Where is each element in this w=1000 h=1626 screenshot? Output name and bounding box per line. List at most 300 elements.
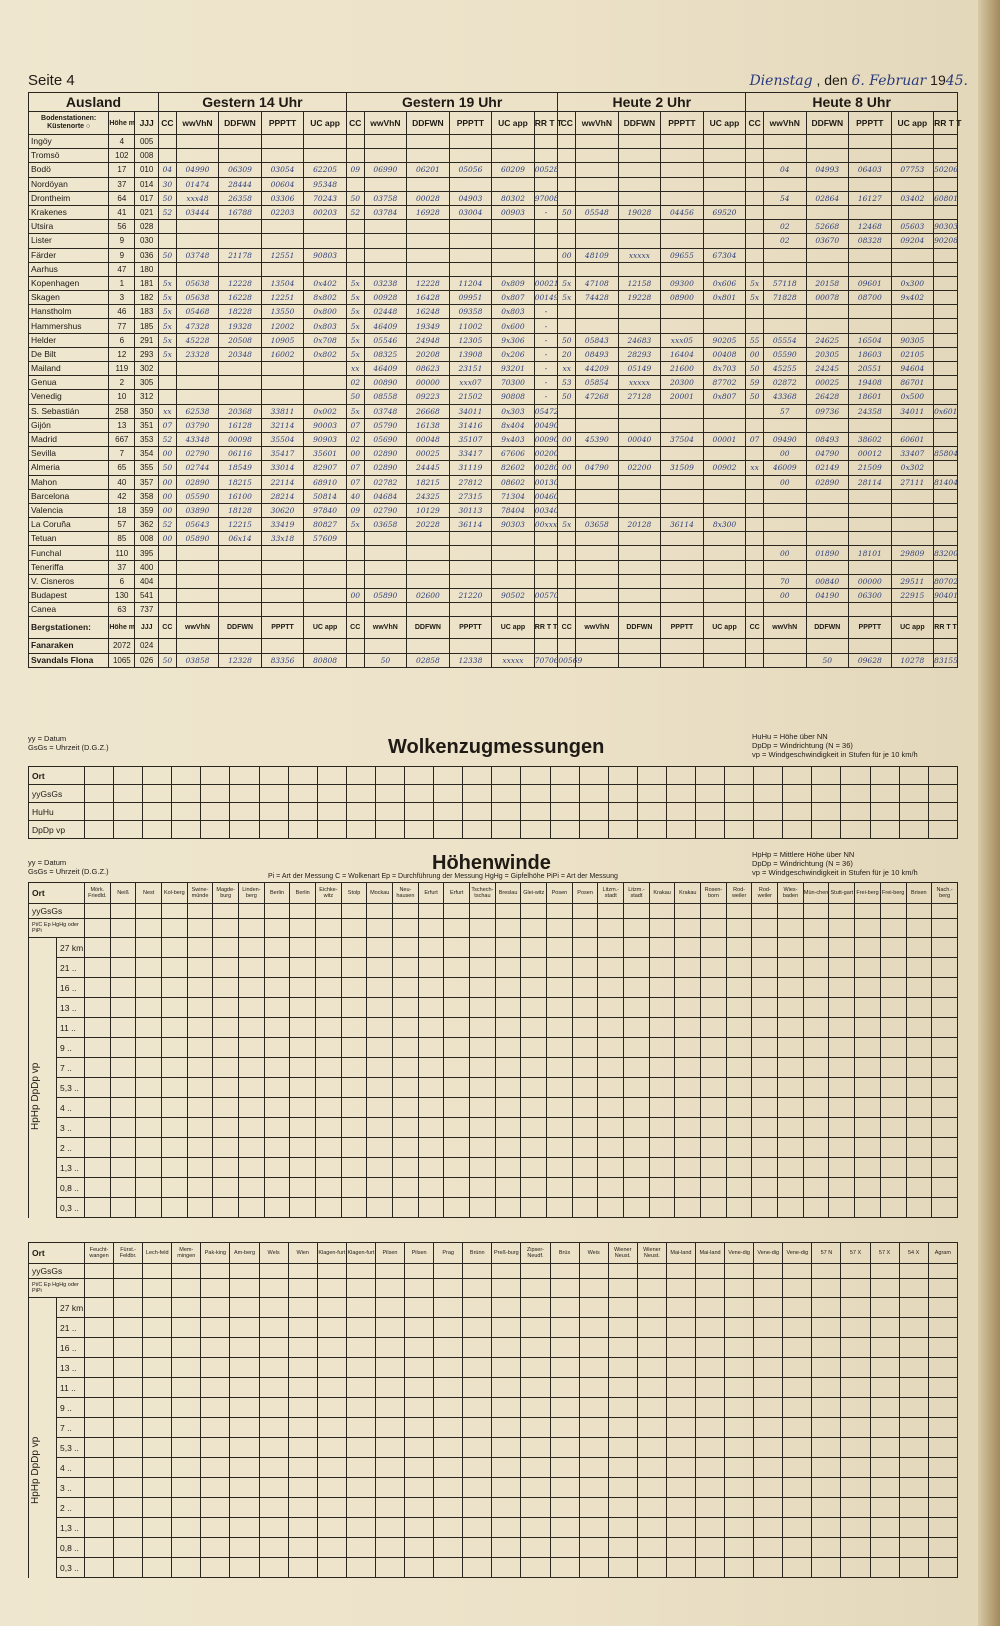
hw-cell (547, 904, 573, 919)
obs-value: xx (746, 461, 764, 475)
obs-value: 0x803 (304, 319, 347, 333)
hw-cell (259, 1458, 288, 1478)
hw-height-row (29, 1198, 958, 1218)
obs-value: 20001 (661, 390, 704, 404)
obs-value: 29809 (891, 546, 934, 560)
obs-value (261, 135, 304, 149)
station-row (29, 291, 958, 305)
hw-cell (928, 1318, 957, 1338)
obs-value: 03890 (176, 503, 219, 517)
hoehen-axis-label-2: HpHp DpDp vp (30, 1436, 41, 1504)
obs-value (763, 489, 806, 503)
station-jjj: 017 (135, 191, 159, 205)
station-jjj: 302 (135, 362, 159, 376)
hw-cell (317, 1378, 346, 1398)
hw-cell (666, 1458, 695, 1478)
obs-value: 19349 (407, 319, 450, 333)
hw-cell (598, 1038, 624, 1058)
hw-height-label: 2 .. (57, 1138, 85, 1158)
hw-cell (649, 1158, 675, 1178)
hw-cell (624, 1158, 650, 1178)
obs-value (763, 205, 806, 219)
obs-value: 90003 (304, 418, 347, 432)
obs-value (219, 135, 262, 149)
obs-value: 03784 (364, 205, 407, 219)
hw-cell (264, 1178, 290, 1198)
obs-value (158, 603, 176, 617)
obs-value: 90205 (703, 333, 746, 347)
hw-cell (752, 1018, 778, 1038)
station-row (29, 560, 958, 574)
hw-cell (906, 1118, 932, 1138)
hw-cell (470, 1038, 496, 1058)
hw-cell (579, 1498, 608, 1518)
wolken-cell (695, 767, 724, 785)
hw-height-label: 0,8 .. (57, 1538, 85, 1558)
hw-cell (463, 1338, 492, 1358)
hw-cell (346, 1318, 375, 1338)
obs-value: 35504 (261, 432, 304, 446)
obs-value (703, 404, 746, 418)
obs-value (661, 589, 704, 603)
station-row (29, 432, 958, 446)
obs-value: 47328 (176, 319, 219, 333)
hw-cell (783, 1538, 812, 1558)
wolken-row (29, 767, 958, 785)
hw-height-row (29, 1558, 958, 1578)
hw-cell (492, 1478, 521, 1498)
station-row (29, 347, 958, 361)
wolken-cell (841, 767, 870, 785)
hw-place: 54 X (899, 1243, 928, 1264)
hw-cell (213, 1178, 239, 1198)
obs-value (763, 149, 806, 163)
obs-value (618, 603, 661, 617)
station-height: 9 (109, 234, 135, 248)
obs-value (849, 319, 892, 333)
hw-cell (259, 1279, 288, 1298)
hw-cell (675, 1198, 701, 1218)
obs-value: 20551 (849, 362, 892, 376)
obs-value (176, 546, 219, 560)
hw-cell (521, 1178, 547, 1198)
berg-jjj: JJJ (135, 617, 159, 639)
hw-cell (695, 1318, 724, 1338)
hw-cell (136, 1038, 162, 1058)
obs-value (558, 503, 576, 517)
hw-cell (317, 1458, 346, 1478)
obs-value: 02105 (891, 347, 934, 361)
hw-cell (550, 1298, 579, 1318)
hw-height-row (29, 1178, 958, 1198)
obs-value (346, 149, 364, 163)
hw-cell (393, 1098, 419, 1118)
obs-value: 90303 (492, 518, 535, 532)
hw-cell (405, 1318, 434, 1338)
hw-cell (899, 1279, 928, 1298)
hw-place: Brünn (463, 1243, 492, 1264)
wolken-cell (259, 821, 288, 839)
obs-value (891, 503, 934, 517)
hw-cell (726, 1178, 752, 1198)
hw-cell (85, 1178, 111, 1198)
obs-value: 00460 (534, 489, 558, 503)
hw-yy-label: yyGsGs (29, 904, 85, 919)
obs-value (346, 603, 364, 617)
obs-value (261, 560, 304, 574)
obs-value: 0x606 (703, 276, 746, 290)
hw-cell (85, 1538, 114, 1558)
hw-cell (841, 1558, 870, 1578)
hw-cell (375, 1279, 404, 1298)
hw-cell (624, 1118, 650, 1138)
berg-col-header: UC app (891, 617, 934, 639)
hw-cell (264, 1038, 290, 1058)
hw-cell (162, 978, 188, 998)
hw-cell (829, 1178, 855, 1198)
obs-value: 28214 (261, 489, 304, 503)
station-height: 119 (109, 362, 135, 376)
hw-cell (162, 1018, 188, 1038)
hw-place: Krakau (649, 883, 675, 904)
obs-value: 5x (746, 291, 764, 305)
hw-cell (444, 1078, 470, 1098)
hw-cell (230, 1558, 259, 1578)
obs-value (534, 574, 558, 588)
obs-value (806, 418, 849, 432)
hw-cell (316, 978, 342, 998)
obs-value: 34011 (891, 404, 934, 418)
hw-cell (367, 978, 393, 998)
obs-value (618, 560, 661, 574)
station-row (29, 234, 958, 248)
station-row (29, 333, 958, 347)
hw-cell (114, 1338, 143, 1358)
wolken-legend-left: yy = Datum GsGs = Uhrzeit (D.G.Z.) (28, 734, 109, 752)
hw-cell (579, 1378, 608, 1398)
obs-value (449, 234, 492, 248)
obs-value (891, 135, 934, 149)
hw-cell (444, 998, 470, 1018)
hw-cell (752, 919, 778, 938)
obs-value: 16228 (219, 291, 262, 305)
hw-cell (841, 1398, 870, 1418)
wolken-cell (201, 821, 230, 839)
obs-value: 05690 (364, 432, 407, 446)
wolken-cell (201, 803, 230, 821)
obs-value (746, 305, 764, 319)
hw-cell (870, 1518, 899, 1538)
hw-cell (579, 1518, 608, 1538)
obs-value: - (534, 319, 558, 333)
station-height: 2 (109, 376, 135, 390)
hw-cell (259, 1558, 288, 1578)
hw-cell (288, 1264, 317, 1279)
hw-cell (675, 1118, 701, 1138)
hw-cell (213, 1098, 239, 1118)
station-height: 130 (109, 589, 135, 603)
station-jjj: 737 (135, 603, 159, 617)
obs-value: 12158 (618, 276, 661, 290)
hw-cell (213, 978, 239, 998)
obs-value (618, 163, 661, 177)
wolken-cell (434, 767, 463, 785)
obs-value (407, 546, 450, 560)
obs-value (558, 546, 576, 560)
obs-value (576, 489, 619, 503)
obs-value: 20368 (219, 404, 262, 418)
hw-cell (187, 904, 213, 919)
hw-cell (110, 938, 136, 958)
wolken-cell (375, 785, 404, 803)
hw-cell (230, 1498, 259, 1518)
station-jjj: 355 (135, 461, 159, 475)
hw-cell (598, 919, 624, 938)
hw-cell (405, 1438, 434, 1458)
wolken-cell (317, 803, 346, 821)
hw-cell (928, 1378, 957, 1398)
hw-cell (598, 958, 624, 978)
hw-cell (725, 1418, 754, 1438)
hw-cell (463, 1458, 492, 1478)
station-row (29, 177, 958, 191)
year-value: 45. (945, 73, 968, 89)
hw-cell (264, 1118, 290, 1138)
hw-cell (521, 1279, 550, 1298)
obs-value (304, 149, 347, 163)
hw-cell (579, 1298, 608, 1318)
hw-cell (259, 1298, 288, 1318)
hw-cell (906, 1138, 932, 1158)
wolken-cell (521, 785, 550, 803)
hw-cell (932, 1038, 958, 1058)
hw-cell (928, 1518, 957, 1538)
hw-cell (85, 904, 111, 919)
station-name: Funchal (29, 546, 109, 560)
obs-value: 16404 (661, 347, 704, 361)
hw-cell (550, 1478, 579, 1498)
station-row (29, 546, 958, 560)
obs-value: 67606 (492, 447, 535, 461)
hw-cell (725, 1298, 754, 1318)
obs-value (304, 362, 347, 376)
station-row (29, 475, 958, 489)
wolken-cell (521, 821, 550, 839)
obs-value (806, 489, 849, 503)
hw-cell (783, 1338, 812, 1358)
obs-value: 50 (746, 362, 764, 376)
obs-value: 9x403 (492, 432, 535, 446)
hw-cell (812, 1279, 841, 1298)
hw-cell (288, 1298, 317, 1318)
obs-value (806, 518, 849, 532)
obs-value (576, 404, 619, 418)
hw-cell (521, 1438, 550, 1458)
obs-value (558, 418, 576, 432)
obs-value (576, 149, 619, 163)
obs-value (661, 475, 704, 489)
hw-cell (701, 958, 727, 978)
hw-cell (434, 1518, 463, 1538)
hw-cell (598, 1078, 624, 1098)
hw-cell (375, 1498, 404, 1518)
hw-cell (803, 1078, 829, 1098)
hw-cell (316, 1178, 342, 1198)
hw-place: Kol-berg (162, 883, 188, 904)
hw-axis-cell (29, 1158, 57, 1178)
obs-value: 30620 (261, 503, 304, 517)
hw-cell (172, 1438, 201, 1458)
obs-value: 5x (158, 291, 176, 305)
wolken-cell (754, 803, 783, 821)
hw-cell (649, 958, 675, 978)
hw-cell (547, 1078, 573, 1098)
obs-value: 94604 (891, 362, 934, 376)
obs-value: 02890 (364, 447, 407, 461)
hw-height-row (29, 1298, 958, 1318)
obs-value: 18128 (219, 503, 262, 517)
hw-cell (752, 958, 778, 978)
obs-value (806, 135, 849, 149)
hw-cell (317, 1338, 346, 1358)
obs-value (576, 603, 619, 617)
hw-cell (829, 919, 855, 938)
station-height: 12 (109, 347, 135, 361)
hw-cell (701, 1158, 727, 1178)
wolken-row (29, 821, 958, 839)
obs-value: 16128 (219, 418, 262, 432)
station-height: 64 (109, 191, 135, 205)
hw-cell (550, 1279, 579, 1298)
obs-value (304, 390, 347, 404)
obs-value (618, 305, 661, 319)
wolken-cell (725, 767, 754, 785)
hw-cell (695, 1279, 724, 1298)
hw-cell (85, 938, 111, 958)
hw-cell (187, 1198, 213, 1218)
obs-value: 48109 (576, 248, 619, 262)
obs-value: 21600 (661, 362, 704, 376)
obs-value (763, 319, 806, 333)
hw-cell (201, 1458, 230, 1478)
hw-cell (579, 1558, 608, 1578)
hw-axis-cell (29, 1178, 57, 1198)
obs-value: 02782 (364, 475, 407, 489)
hw-cell (803, 1058, 829, 1078)
hw-cell (752, 1198, 778, 1218)
hw-cell (187, 978, 213, 998)
wolken-cell (550, 821, 579, 839)
station-height: 2072 (109, 639, 135, 653)
obs-value (618, 319, 661, 333)
hw-cell (136, 919, 162, 938)
hw-cell (346, 1418, 375, 1438)
hw-cell (288, 1518, 317, 1538)
obs-value: 00025 (407, 447, 450, 461)
hw-cell (463, 1279, 492, 1298)
wolken-cell (85, 767, 114, 785)
hw-cell (405, 1264, 434, 1279)
hw-cell (521, 998, 547, 1018)
hw-cell (701, 1038, 727, 1058)
obs-value: 33811 (261, 404, 304, 418)
hw-cell (470, 1178, 496, 1198)
hw-cell (492, 1558, 521, 1578)
obs-value: 03748 (176, 248, 219, 262)
obs-value: - (534, 390, 558, 404)
hw-cell (579, 1418, 608, 1438)
hw-cell (675, 978, 701, 998)
station-jjj: 400 (135, 560, 159, 574)
station-row (29, 404, 958, 418)
hw-cell (521, 1038, 547, 1058)
obs-value (891, 248, 934, 262)
station-height: 667 (109, 432, 135, 446)
hw-cell (932, 998, 958, 1018)
date-line (749, 72, 968, 89)
hw-place: Brüx (550, 1243, 579, 1264)
obs-value (364, 248, 407, 262)
obs-value (703, 177, 746, 191)
obs-value: 05890 (176, 532, 219, 546)
hw-cell (666, 1438, 695, 1458)
station-name: Bodö (29, 163, 109, 177)
obs-value (364, 532, 407, 546)
hw-cell (550, 1264, 579, 1279)
hw-cell (85, 1198, 111, 1218)
hw-height-row (29, 938, 958, 958)
hw-cell (855, 1178, 881, 1198)
hw-cell (550, 1458, 579, 1478)
hw-cell (470, 904, 496, 919)
station-col-header: Bodenstationen: Küstenorte ○ (29, 112, 109, 135)
hw-cell (143, 1398, 172, 1418)
hw-cell (346, 1298, 375, 1318)
obs-value: 5x (346, 333, 364, 347)
hw-axis-cell (29, 1038, 57, 1058)
obs-value: 05638 (176, 291, 219, 305)
hw-cell (675, 1158, 701, 1178)
wolken-cell (783, 803, 812, 821)
wolken-cell (230, 821, 259, 839)
obs-value: 52 (346, 205, 364, 219)
hw-cell (608, 1438, 637, 1458)
obs-value: 62538 (176, 404, 219, 418)
hw-axis-cell (29, 1378, 57, 1398)
obs-value (534, 149, 558, 163)
hw-cell (666, 1318, 695, 1338)
obs-value: 46409 (364, 319, 407, 333)
hw-cell (695, 1558, 724, 1578)
hw-cell (608, 1378, 637, 1398)
station-jjj: 362 (135, 518, 159, 532)
hw-height-label: 13 .. (57, 1358, 85, 1378)
hw-cell (393, 904, 419, 919)
hw-cell (375, 1338, 404, 1358)
obs-value: 21178 (219, 248, 262, 262)
obs-value (407, 532, 450, 546)
hw-cell (143, 1318, 172, 1338)
hw-cell (162, 938, 188, 958)
hw-cell (880, 1118, 906, 1138)
hw-cell (932, 904, 958, 919)
hw-cell (213, 998, 239, 1018)
hw-cell (803, 938, 829, 958)
hw-cell (405, 1418, 434, 1438)
hw-place: Agram (928, 1243, 957, 1264)
obs-value: 70300 (492, 376, 535, 390)
station-name: Sevilla (29, 447, 109, 461)
